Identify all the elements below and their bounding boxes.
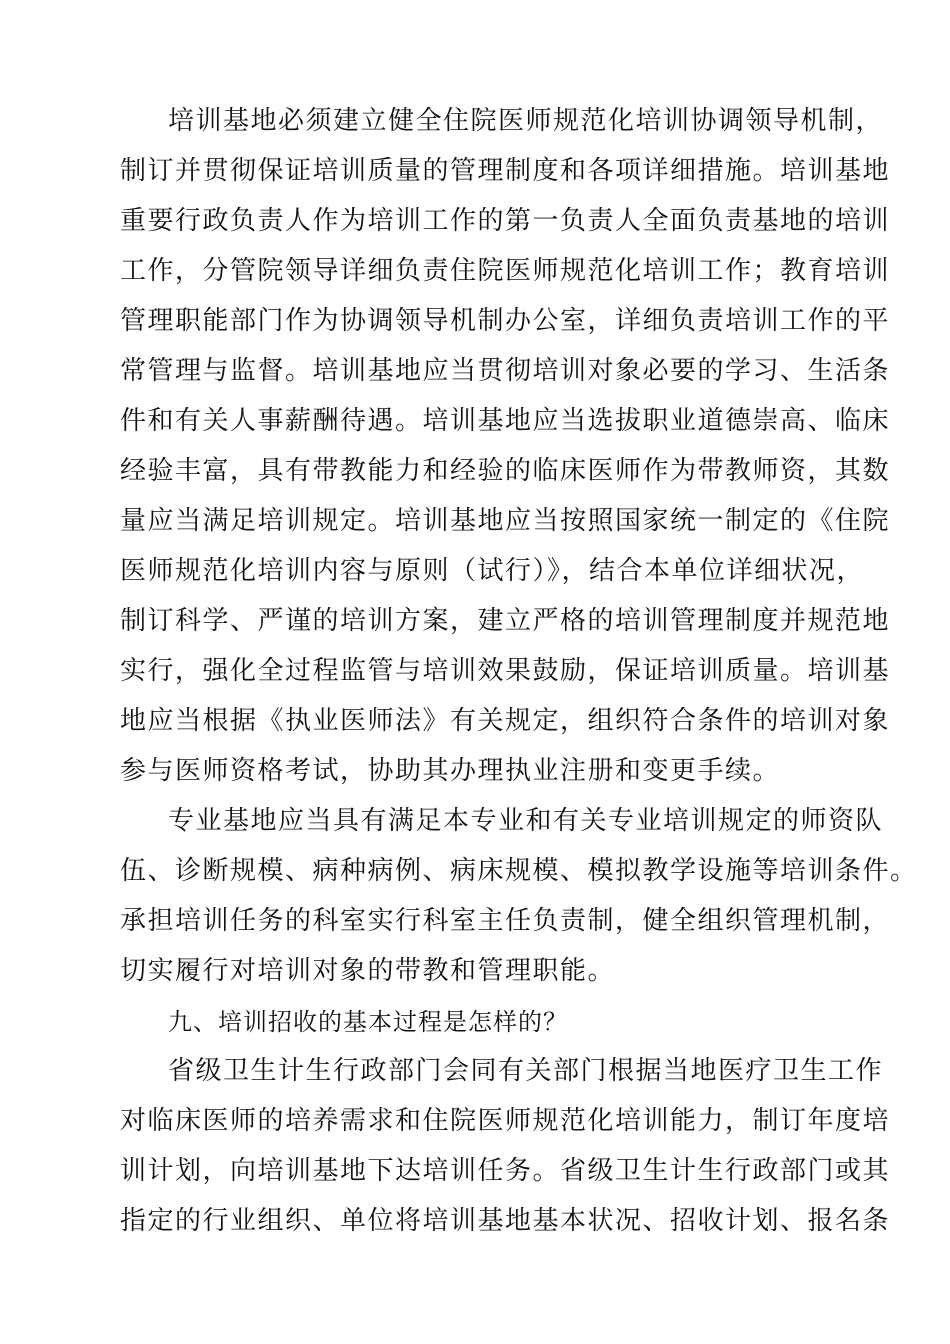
- paragraph-1-line-8: 经验丰富，具有带教能力和经验的临床医师作为带教师资，其数: [120, 456, 891, 486]
- paragraph-2-line-1: 专业基地应当具有满足本专业和有关专业培训规定的师资队: [168, 806, 884, 836]
- paragraph-2-line-3: 承担培训任务的科室实行科室主任负责制，健全组织管理机制，: [120, 906, 891, 936]
- paragraph-3-line-3: 训计划，向培训基地下达培训任务。省级卫生计生行政部门或其: [120, 1156, 891, 1186]
- paragraph-2-line-2: 伍、诊断规模、病种病例、病床规模、模拟教学设施等培训条件。: [120, 856, 918, 886]
- paragraph-1-line-10: 医师规范化培训内容与原则（试行）》，结合本单位详细状况，: [120, 556, 865, 586]
- paragraph-1-line-12: 实行，强化全过程监管与培训效果鼓励，保证培训质量。培训基: [120, 656, 891, 686]
- paragraph-1-line-5: 管理职能部门作为协调领导机制办公室，详细负责培训工作的平: [120, 306, 891, 336]
- paragraph-1-line-2: 制订并贯彻保证培训质量的管理制度和各项详细措施。培训基地: [120, 156, 891, 186]
- paragraph-1-line-4: 工作，分管院领导详细负责住院医师规范化培训工作；教育培训: [120, 256, 891, 286]
- paragraph-3-line-1: 省级卫生计生行政部门会同有关部门根据当地医疗卫生工作: [168, 1056, 884, 1086]
- section-heading: 九、培训招收的基本过程是怎样的？: [168, 1008, 568, 1036]
- paragraph-1-line-3: 重要行政负责人作为培训工作的第一负责人全面负责基地的培训: [120, 206, 891, 236]
- paragraph-1-line-7: 件和有关人事薪酬待遇。培训基地应当选拔职业道德崇高、临床: [120, 406, 891, 436]
- paragraph-1-line-13: 地应当根据《执业医师法》有关规定，组织符合条件的培训对象: [120, 706, 891, 736]
- paragraph-3-line-4: 指定的行业组织、单位将培训基地基本状况、招收计划、报名条: [120, 1206, 891, 1236]
- paragraph-1-line-6: 常管理与监督。培训基地应当贯彻培训对象必要的学习、生活条: [120, 356, 891, 386]
- paragraph-1-line-14: 参与医师资格考试，协助其办理执业注册和变更手续。: [120, 756, 781, 786]
- paragraph-2-line-4: 切实履行对培训对象的带教和管理职能。: [120, 956, 616, 986]
- paragraph-3-line-2: 对临床医师的培养需求和住院医师规范化培训能力，制订年度培: [120, 1106, 891, 1136]
- paragraph-1-line-11: 制订科学、严谨的培训方案，建立严格的培训管理制度并规范地: [120, 606, 891, 636]
- paragraph-1-line-9: 量应当满足培训规定。培训基地应当按照国家统一制定的《住院: [120, 506, 891, 536]
- paragraph-1-line-1: 培训基地必须建立健全住院医师规范化培训协调领导机制，: [168, 106, 884, 136]
